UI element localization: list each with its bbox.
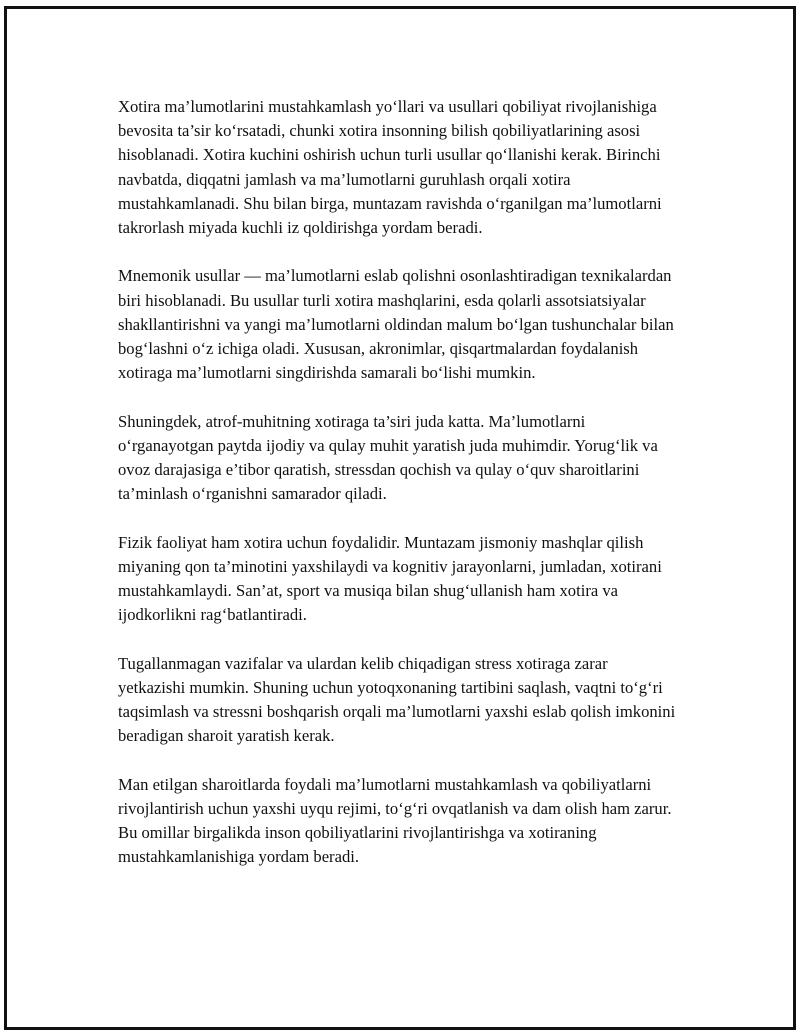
paragraph-5: Tugallanmagan vazifalar va ulardan kelib chiqadigan stress xotiraga zarar yetkazishi mumkin. Shuning uchun yotoqxonaning tartibini saqlash, vaqtni to‘g‘ri taqsimlash va stressni boshqarish orqali ma’lumotlarni yaxshi eslab qolish imkonini beradigan sharoit yaratish kerak. [118, 653, 676, 746]
paragraph-3: Shuningdek, atrof-muhitning xotiraga ta’siri juda katta. Ma’lumotlarni o‘rganayotgan paytda ijodiy va qulay muhit yaratish juda muhimdir. Yorug‘lik va ovoz darajasiga e’tibor qaratish, stressdan qochish va qulay o‘quv sharoitlarini ta’minlash o‘rganishni samarador qiladi. [118, 411, 658, 504]
document-body [118, 95, 678, 894]
paragraph-2: Mnemonik usullar — ma’lumotlarni eslab qolishni osonlashtiradigan texnikalardan biri hisoblanadi. Bu usullar turli xotira mashqlarini, esda qolarli assotsiatsiyalar shakllantirishni va yangi ma’lumotlarni oldindan malum bo‘lgan tushunchalar bilan bog‘lashni o‘z ichiga oladi. Xususan, akronimlar, qisqartmalardan foydalanish xotiraga ma’lumotlarni singdirishda samarali bo‘lishi mumkin. [118, 266, 674, 383]
paragraph-4: Fizik faoliyat ham xotira uchun foydalidir. Muntazam jismoniy mashqlar qilish miyaning qon ta’minotini yaxshilaydi va kognitiv jarayonlarni, jumladan, xotirani mustahkamlaydi. San’at, sport va musiqa bilan shug‘ullanish ham xotira va ijodkorlikni rag‘batlantiradi. [118, 532, 662, 625]
paragraph-6: Man etilgan sharoitlarda foydali ma’lumotlarni mustahkamlash va qobiliyatlarni rivojlantirish uchun yaxshi uyqu rejimi, to‘g‘ri ovqatlanish va dam olish ham zarur. Bu omillar birgalikda inson qobiliyatlarini rivojlantirishga va xotiraning mustahkamlanishiga yordam beradi. [118, 774, 672, 867]
paragraph-1: Xotira ma’lumotlarini mustahkamlash yo‘llari va usullari qobiliyat rivojlanishiga bevosita ta’sir ko‘rsatadi, chunki xotira insonning bilish qobiliyatlarining asosi hisoblanadi. Xotira kuchini oshirish uchun turli usullar qo‘llanishi kerak. Birinchi navbatda, diqqatni jamlash va ma’lumotlarni guruhlash orqali xotira mustahkamlanadi. Shu bilan birga, muntazam ravishda o‘rganilgan ma’lumotlarni takrorlash miyada kuchli iz qoldirishga yordam beradi. [118, 97, 662, 238]
